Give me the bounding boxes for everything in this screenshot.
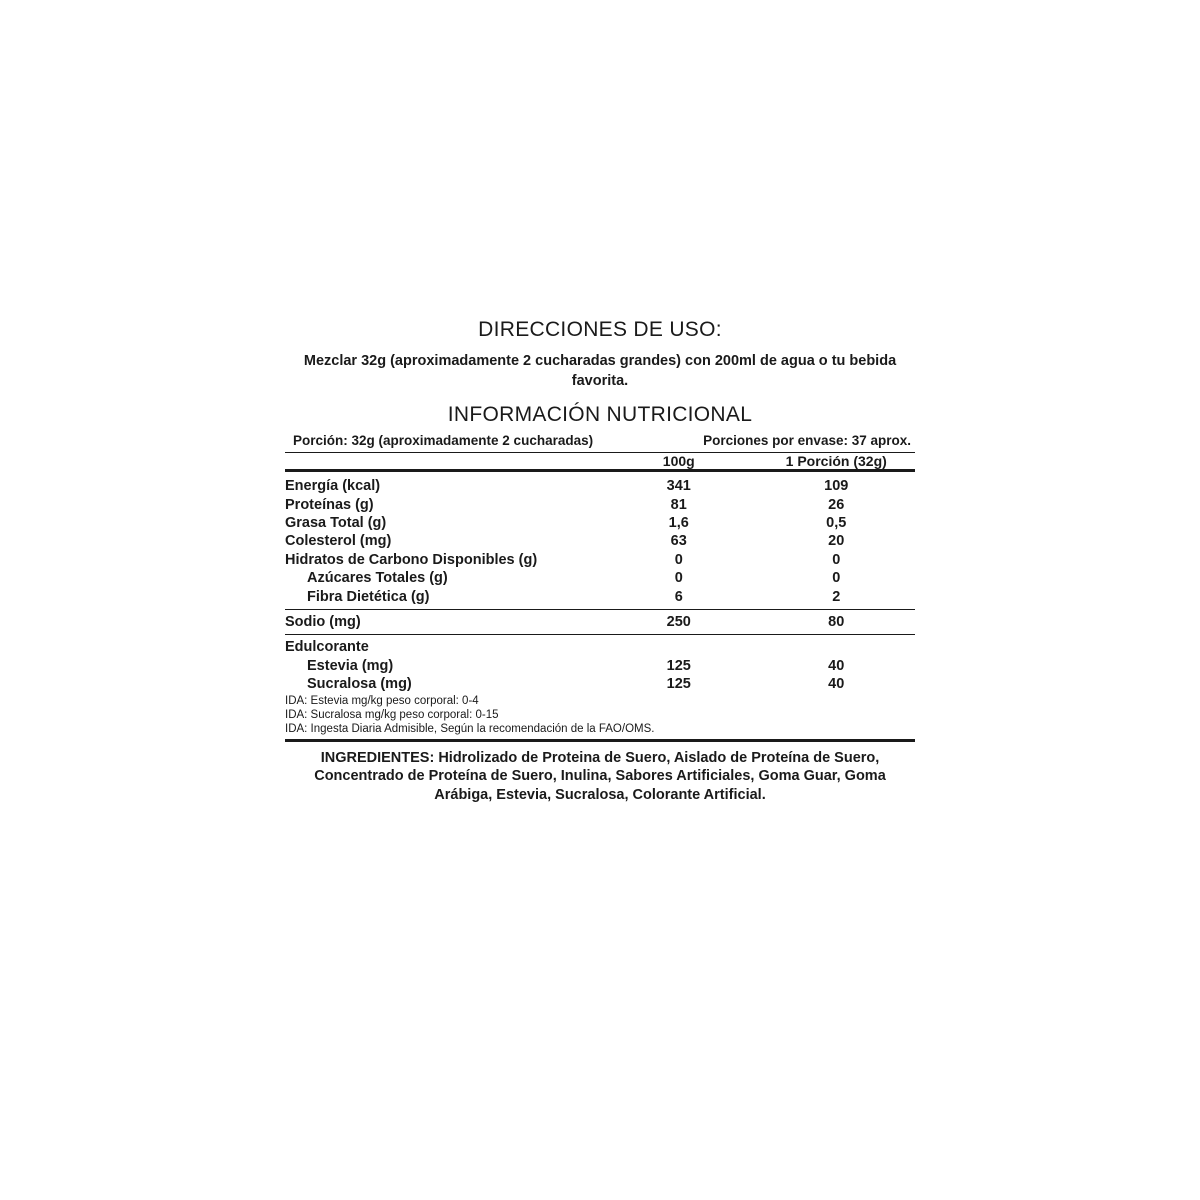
ida-note-row	[285, 694, 915, 708]
row-value-serving: 109	[824, 478, 849, 495]
row-label: Sodio (mg)	[285, 613, 361, 630]
row-label: Estevia (mg)	[307, 657, 394, 674]
serving-info	[285, 433, 915, 452]
row-label: Azúcares Totales (g)	[307, 570, 448, 587]
table-row	[285, 675, 915, 693]
row-value-100g: 125	[666, 676, 691, 693]
row-value-100g: 0	[674, 551, 683, 568]
row-value-100g: 250	[666, 613, 691, 630]
directions-text: Mezclar 32g (aproximadamente 2 cucharadas grandes) con 200ml de agua o tu bebida favorita.	[303, 353, 897, 389]
table-row	[285, 551, 915, 569]
row-value-serving: 0	[832, 570, 841, 587]
row-value-serving: 0,5	[826, 514, 847, 531]
row-value-100g: 0	[674, 570, 683, 587]
table-row	[285, 477, 915, 495]
header-name	[285, 453, 600, 471]
nutrition-table	[285, 452, 915, 742]
table-row	[285, 532, 915, 550]
row-label: Energía (kcal)	[285, 478, 381, 495]
table-row	[285, 514, 915, 532]
ida-note-1: IDA: Estevia mg/kg peso corporal: 0-4	[285, 694, 479, 707]
row-value-serving: 40	[828, 676, 845, 693]
row-label: Fibra Dietética (g)	[307, 588, 430, 605]
row-value-100g: 6	[674, 588, 683, 605]
serving-size: Porción: 32g (aproximadamente 2 cucharadas)	[293, 433, 594, 449]
row-value-serving	[758, 638, 916, 656]
row-value-serving: 40	[828, 657, 845, 674]
table-header-row	[285, 453, 915, 471]
row-label: Proteínas (g)	[285, 496, 374, 513]
row-label: Sucralosa (mg)	[307, 676, 412, 693]
row-value-100g: 125	[666, 657, 691, 674]
ida-note-3: IDA: Ingesta Diaria Admisible, Según la recomendación de la FAO/OMS.	[285, 722, 655, 735]
ingredients-block	[285, 742, 915, 805]
table-row	[285, 496, 915, 514]
row-label: Grasa Total (g)	[285, 514, 387, 531]
row-value-serving: 2	[832, 588, 841, 605]
row-value-100g: 1,6	[668, 514, 689, 531]
row-value-serving: 0	[832, 551, 841, 568]
row-value-100g	[600, 638, 758, 656]
ida-note-row	[285, 708, 915, 722]
ida-note-2: IDA: Sucralosa mg/kg peso corporal: 0-15	[285, 708, 499, 721]
row-label: Edulcorante	[285, 639, 369, 656]
table-row	[285, 588, 915, 606]
table-row-sodium	[285, 613, 915, 631]
ida-note-row	[285, 722, 915, 736]
table-row	[285, 569, 915, 587]
ingredients-label: INGREDIENTES:	[320, 749, 435, 766]
row-value-100g: 341	[666, 478, 691, 495]
row-label: Hidratos de Carbono Disponibles (g)	[285, 551, 538, 568]
nutrition-title: INFORMACIÓN NUTRICIONAL	[447, 403, 753, 427]
sweetener-heading-row	[285, 638, 915, 656]
table-row	[285, 657, 915, 675]
row-value-serving: 80	[828, 613, 845, 630]
row-value-serving: 20	[828, 533, 845, 550]
ingredients-text: Hidrolizado de Proteina de Suero, Aislado de Proteína de Suero, Concentrado de Proteína de Suero, Inulina, Sabores Artificiales, Goma Guar, Goma Arábiga, Estevia, Sucralosa, Colorante Artificial.	[314, 749, 886, 803]
directions-title: DIRECCIONES DE USO:	[478, 318, 722, 341]
row-value-100g: 81	[670, 496, 687, 513]
row-value-serving: 26	[828, 496, 845, 513]
row-value-100g: 63	[670, 533, 687, 550]
header-per-serving: 1 Porción (32g)	[785, 453, 887, 470]
nutrition-label-panel	[285, 318, 915, 804]
servings-per-container: Porciones por envase: 37 aprox.	[703, 433, 911, 449]
row-label: Colesterol (mg)	[285, 533, 392, 550]
header-per-100g: 100g	[662, 453, 695, 470]
